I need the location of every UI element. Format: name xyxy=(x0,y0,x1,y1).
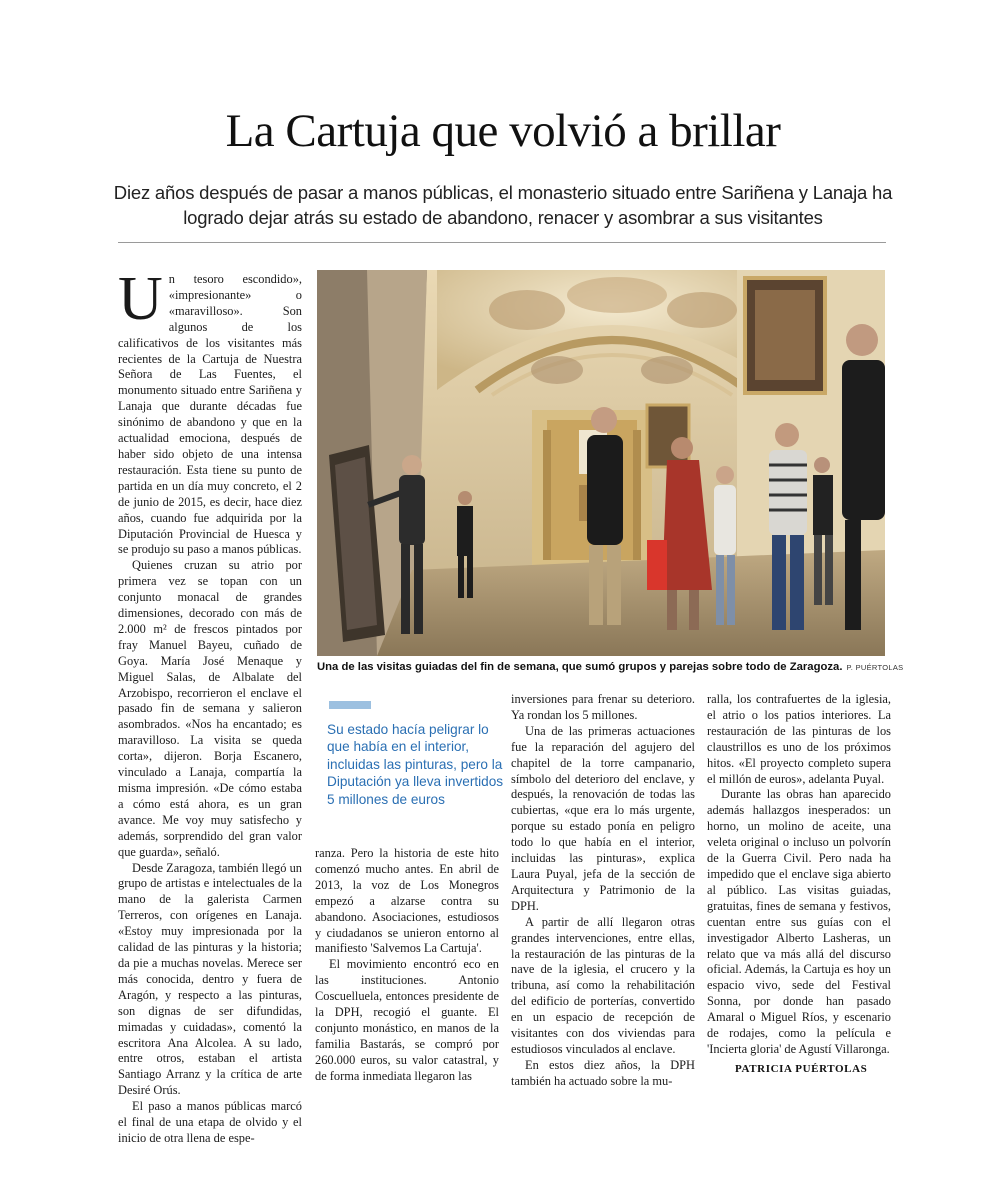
paragraph: Desde Zaragoza, también llegó un grupo de artistas e intelectuales de la mano de la galerista Carmen Terreros, con orígenes en Lanaja. «Estoy muy impresionada por la calidad de las pinturas y la historia; da pie a muchas novelas. Merece ser más conocida, dentro y fuera de Aragón, y respecto a las pinturas, son dignas de ser difundidas, mimadas y cuidadas», comentó la escritora Ana Alcolea. A su lado, entre otros, estaban el artista Santiago Arranz y la crítica de arte Desiré Orús. xyxy=(118,860,302,1098)
article-column-1 xyxy=(118,265,302,1147)
byline: PATRICIA PUÉRTOLAS xyxy=(735,1063,868,1075)
photo-caption xyxy=(317,661,904,673)
pullquote: Su estado hacía peligrar lo que había en el interior, incluidas las pinturas, pero la Diputación ya lleva invertidos 5 millones de euros xyxy=(327,722,504,807)
paragraph: Una de las primeras actuaciones fue la reparación del agujero del chapitel de la torre campanario, símbolo del deterioro del enclave, y después, la renovación de todas las cubiertas, «que era lo más urgente, porque su estado ponía en peligro todo lo que había en el interior, incluidas las pinturas», explica Laura Puyal, jefa de la sección de Arquitectura y Patrimonio de la DPH. xyxy=(511,723,695,913)
drop-cap: U xyxy=(118,265,163,333)
headline: La Cartuja que volvió a brillar xyxy=(225,105,781,157)
article-photo xyxy=(317,270,885,656)
article-column-3 xyxy=(511,692,695,1090)
paragraph: Durante las obras han aparecido además hallazgos inesperados: un horno, un molino de aceite, una veleta original o incluso un polvorín de la Guerra Civil. Pero nada ha impedido que el enclave siga abierto al público. Las visitas guiadas, gratuitas, fines de semana y festivos, cuentan entre sus guías con el investigador Alberto Lasheras, un relato que va más allá del discurso oficial. Además, la Cartuja es hoy un espacio vivo, sede del Festival Sonna, por donde han pasado Amaral o Miguel Ríos, y escenario de rodajes, como la película e 'Incierta gloria' de Agustí Villaronga. xyxy=(707,787,891,1056)
paragraph-text: n tesoro escondido», «impresionante» o «maravilloso». Son algunos de los calificativos de los visitantes más recientes de la Cartuja de Nuestra Señora de Las Fuentes, el monumento situado entre Sariñena y Lanaja que durante décadas fue sinónimo de abandono y que en la actualidad emociona, después de haber sido objeto de una intensa restauración. Esta tiene su punto de partida en un día muy concreto, el 2 de junio de 2015, es decir, hace diez años, cuando fue adquirida por la Diputación Provincial de Huesca y se produjo su paso a manos públicas. xyxy=(118,272,302,557)
paragraph: El movimiento encontró eco en las instituciones. Antonio Coscuelluela, entonces presidente de la DPH, recogió el guante. El conjunto monástico, en manos de la familia Bastarás, se compró por 260.000 euros, su valor catastral, y de forma inmediata llegaron las xyxy=(315,957,499,1083)
pullquote-bar xyxy=(329,701,371,709)
paragraph: Quienes cruzan su atrio por primera vez se topan con un conjunto monacal de grandes dimensiones, decorado con más de 2.000 m² de frescos pintados por fray Manuel Bayeu, cuñado de Goya. María José Menaque y Miguel Salas, de Albalate del Arzobispo, recorrieron el enclave el pasado fin de semana y salieron asombrados. «Nos ha encantado; es maravilloso. La visita se queda corta», dijeron. Borja Escanero, vinculado a Lanaja, compartía la misma impresión. «De cómo estaba a cómo está ahora, es un gran avance. Me voy muy satisfecho y además, sorprendido del gran valor que guarda», señaló. xyxy=(118,558,302,859)
paragraph: El paso a manos públicas marcó el final de una etapa de olvido y el inicio de otra llena de espe- xyxy=(118,1099,302,1145)
paragraph: En estos diez años, la DPH también ha actuado sobre la mu- xyxy=(511,1057,695,1088)
article-column-2 xyxy=(315,846,499,1085)
caption-text: Una de las visitas guiadas del fin de semana, que sumó grupos y parejas sobre todo de Zaragoza. xyxy=(317,661,843,673)
paragraph: ralla, los contrafuertes de la iglesia, el atrio o los patios interiores. La restauración de las pinturas de los claustrillos es uno de los próximos hitos. «El proyecto completo supera el millón de euros», adelanta Puyal. xyxy=(707,692,891,786)
paragraph xyxy=(118,265,302,558)
article-column-4 xyxy=(707,692,891,1058)
church-interior-illustration xyxy=(317,270,885,656)
paragraph: A partir de allí llegaron otras grandes intervenciones, entre ellas, la restauración de las pinturas de la nave de la iglesia, el crucero y la tribuna, así como la rehabilitación del edificio de porterías, convertido en un espacio de recepción de visitantes con dos viviendas para estudiosos vinculados al enclave. xyxy=(511,914,695,1056)
subheadline: Diez años después de pasar a manos públicas, el monasterio situado entre Sariñena y Lanaja ha logrado dejar atrás su estado de abandono, renacer y asombrar a sus visitantes xyxy=(113,182,893,228)
photo-credit: P. PUÉRTOLAS xyxy=(846,663,904,672)
paragraph: ranza. Pero la historia de este hito comenzó mucho antes. En abril de 2013, la voz de Los Monegros empezó a alzarse contra su abandono. Asociaciones, estudiosos y ciudadanos se unieron entorno al manifiesto 'Salvemos La Cartuja'. xyxy=(315,846,499,956)
paragraph: inversiones para frenar su deterioro. Ya rondan los 5 millones. xyxy=(511,692,695,722)
header-rule xyxy=(118,242,886,243)
